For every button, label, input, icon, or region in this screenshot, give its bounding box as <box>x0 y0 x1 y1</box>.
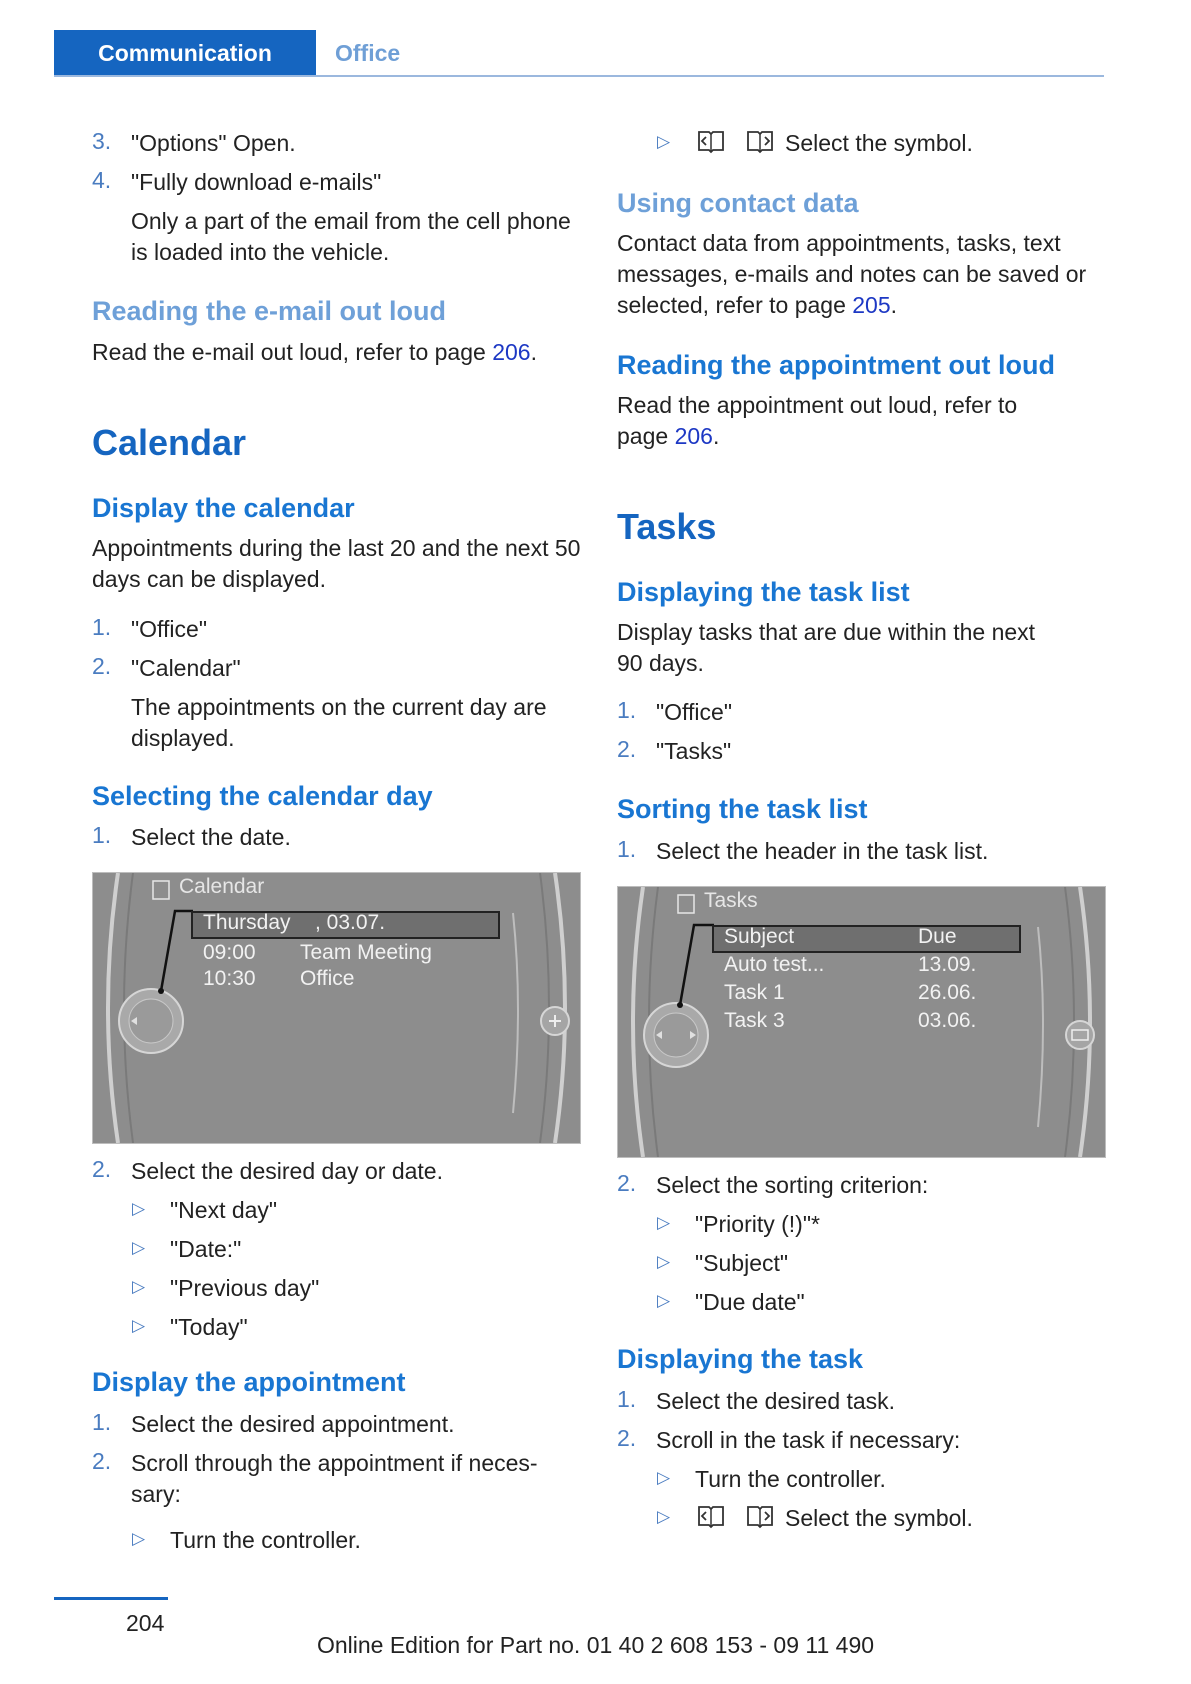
triangle-bullet-icon: ▷ <box>657 1252 671 1271</box>
step-number: 2. <box>92 1156 112 1182</box>
calendar-icon <box>153 881 169 899</box>
tasks-icon <box>678 895 694 913</box>
option-text: "Due date" <box>695 1289 805 1315</box>
step-text: Select the header in the task list. <box>656 838 989 864</box>
step-text: Select the sorting criterion: <box>656 1172 929 1198</box>
step-number: 2. <box>617 1425 637 1451</box>
step-text: "Office" <box>656 699 732 725</box>
section-heading: Selecting the calendar day <box>92 781 433 811</box>
edition-line: Online Edition for Part no. 01 40 2 608 153 - 09 11 490 <box>316 1632 875 1658</box>
page-link[interactable]: 206 <box>674 423 713 449</box>
task-subject: Task 3 <box>724 1009 785 1032</box>
footer-rule <box>54 1597 168 1600</box>
option-text: "Date:" <box>170 1236 242 1262</box>
section-heading: Display the calendar <box>92 493 355 523</box>
step-text: "Tasks" <box>656 738 732 764</box>
triangle-bullet-icon: ▷ <box>657 1468 671 1487</box>
option-text: "Priority (!)"* <box>695 1211 820 1237</box>
paragraph: Read the appointment out loud, refer to page 206. <box>617 392 1018 449</box>
screen-day: Thursday <box>203 911 291 934</box>
step-number: 2. <box>92 1448 112 1474</box>
step-number: 2. <box>92 653 112 679</box>
step-text: Scroll through the appointment if neces-sary: <box>131 1450 538 1507</box>
step-text: "Fully download e-mails" <box>131 169 382 195</box>
task-due: 03.06. <box>918 1009 977 1032</box>
page-link[interactable]: 206 <box>492 339 531 365</box>
screen-title: Calendar <box>179 875 265 898</box>
step-number: 4. <box>92 167 112 193</box>
paragraph: Display tasks that are due within the next 90 days. <box>617 619 1036 676</box>
section-tab: Communication <box>54 30 316 76</box>
appointment-time: 10:30 <box>203 967 256 990</box>
task-due: 13.09. <box>918 953 977 976</box>
triangle-bullet-icon: ▷ <box>657 132 671 151</box>
step-text: "Options" Open. <box>131 130 296 156</box>
step-number: 1. <box>617 836 637 862</box>
step-text: Select the date. <box>131 824 291 850</box>
column-header-subject: Subject <box>724 925 795 948</box>
section-heading: Using contact data <box>617 188 859 218</box>
step-number: 1. <box>92 822 112 848</box>
calendar-screen <box>92 872 581 1144</box>
subsection-tab: Office <box>335 39 401 66</box>
step-number: 1. <box>617 697 637 723</box>
chapter-title: Calendar <box>92 422 247 463</box>
step-number: 3. <box>92 128 112 154</box>
step-text: Select the desired appointment. <box>131 1411 455 1437</box>
book-back-icon <box>695 1503 727 1531</box>
book-forward-icon <box>744 128 776 156</box>
book-back-icon <box>695 128 727 156</box>
bullet-text: Turn the controller. <box>695 1466 886 1492</box>
paragraph: Appointments during the last 20 and the next 50 days can be displayed. <box>92 535 581 592</box>
step-text: "Office" <box>131 616 207 642</box>
header-rule <box>54 75 1104 77</box>
step-number: 1. <box>92 614 112 640</box>
step-number: 2. <box>617 1170 637 1196</box>
bullet-text: Select the symbol. <box>785 1505 973 1531</box>
task-due: 26.06. <box>918 981 977 1004</box>
section-heading: Display the appointment <box>92 1367 406 1397</box>
bullet-text: Select the symbol. <box>785 130 973 156</box>
triangle-bullet-icon: ▷ <box>657 1291 671 1310</box>
option-text: "Previous day" <box>170 1275 320 1301</box>
triangle-bullet-icon: ▷ <box>132 1199 146 1218</box>
step-text: "Calendar" <box>131 655 241 681</box>
option-text: "Subject" <box>695 1250 789 1276</box>
triangle-bullet-icon: ▷ <box>132 1316 146 1335</box>
step-note: Only a part of the email from the cell phone is loaded into the vehicle. <box>131 208 571 265</box>
appointment-time: 09:00 <box>203 941 256 964</box>
section-heading: Displaying the task <box>617 1344 864 1374</box>
step-note: The appointments on the current day are displayed. <box>131 694 547 751</box>
step-number: 1. <box>92 1409 112 1435</box>
tasks-screen <box>617 886 1106 1158</box>
triangle-bullet-icon: ▷ <box>132 1529 146 1548</box>
paragraph: Read the e-mail out loud, refer to page 206. <box>92 339 537 365</box>
triangle-bullet-icon: ▷ <box>657 1507 671 1526</box>
page-number: 204 <box>126 1610 165 1636</box>
step-text: Select the desired day or date. <box>131 1158 443 1184</box>
book-forward-icon <box>744 1503 776 1531</box>
task-subject: Task 1 <box>724 981 785 1004</box>
column-header-due: Due <box>918 925 957 948</box>
appointment-label: Office <box>300 967 355 990</box>
page-link[interactable]: 205 <box>852 292 891 318</box>
step-number: 2. <box>617 736 637 762</box>
chapter-title: Tasks <box>617 506 717 547</box>
screen-date: , 03.07. <box>315 911 386 934</box>
section-heading: Displaying the task list <box>617 577 910 607</box>
step-number: 1. <box>617 1386 637 1412</box>
section-heading: Reading the appointment out loud <box>617 350 1055 380</box>
screen-title: Tasks <box>704 889 758 912</box>
step-text: Select the desired task. <box>656 1388 896 1414</box>
triangle-bullet-icon: ▷ <box>132 1238 146 1257</box>
step-text: Scroll in the task if necessary: <box>656 1427 961 1453</box>
section-heading: Sorting the task list <box>617 794 868 824</box>
triangle-bullet-icon: ▷ <box>132 1277 146 1296</box>
task-subject: Auto test... <box>724 953 825 976</box>
option-text: "Today" <box>170 1314 248 1340</box>
appointment-label: Team Meeting <box>300 941 432 964</box>
paragraph: Contact data from appointments, tasks, text messages, e-mails and notes can be saved or selected, refer to page 205. <box>617 230 1087 318</box>
triangle-bullet-icon: ▷ <box>657 1213 671 1232</box>
section-heading: Reading the e-mail out loud <box>92 296 447 326</box>
option-text: "Next day" <box>170 1197 278 1223</box>
bullet-text: Turn the controller. <box>170 1527 361 1553</box>
